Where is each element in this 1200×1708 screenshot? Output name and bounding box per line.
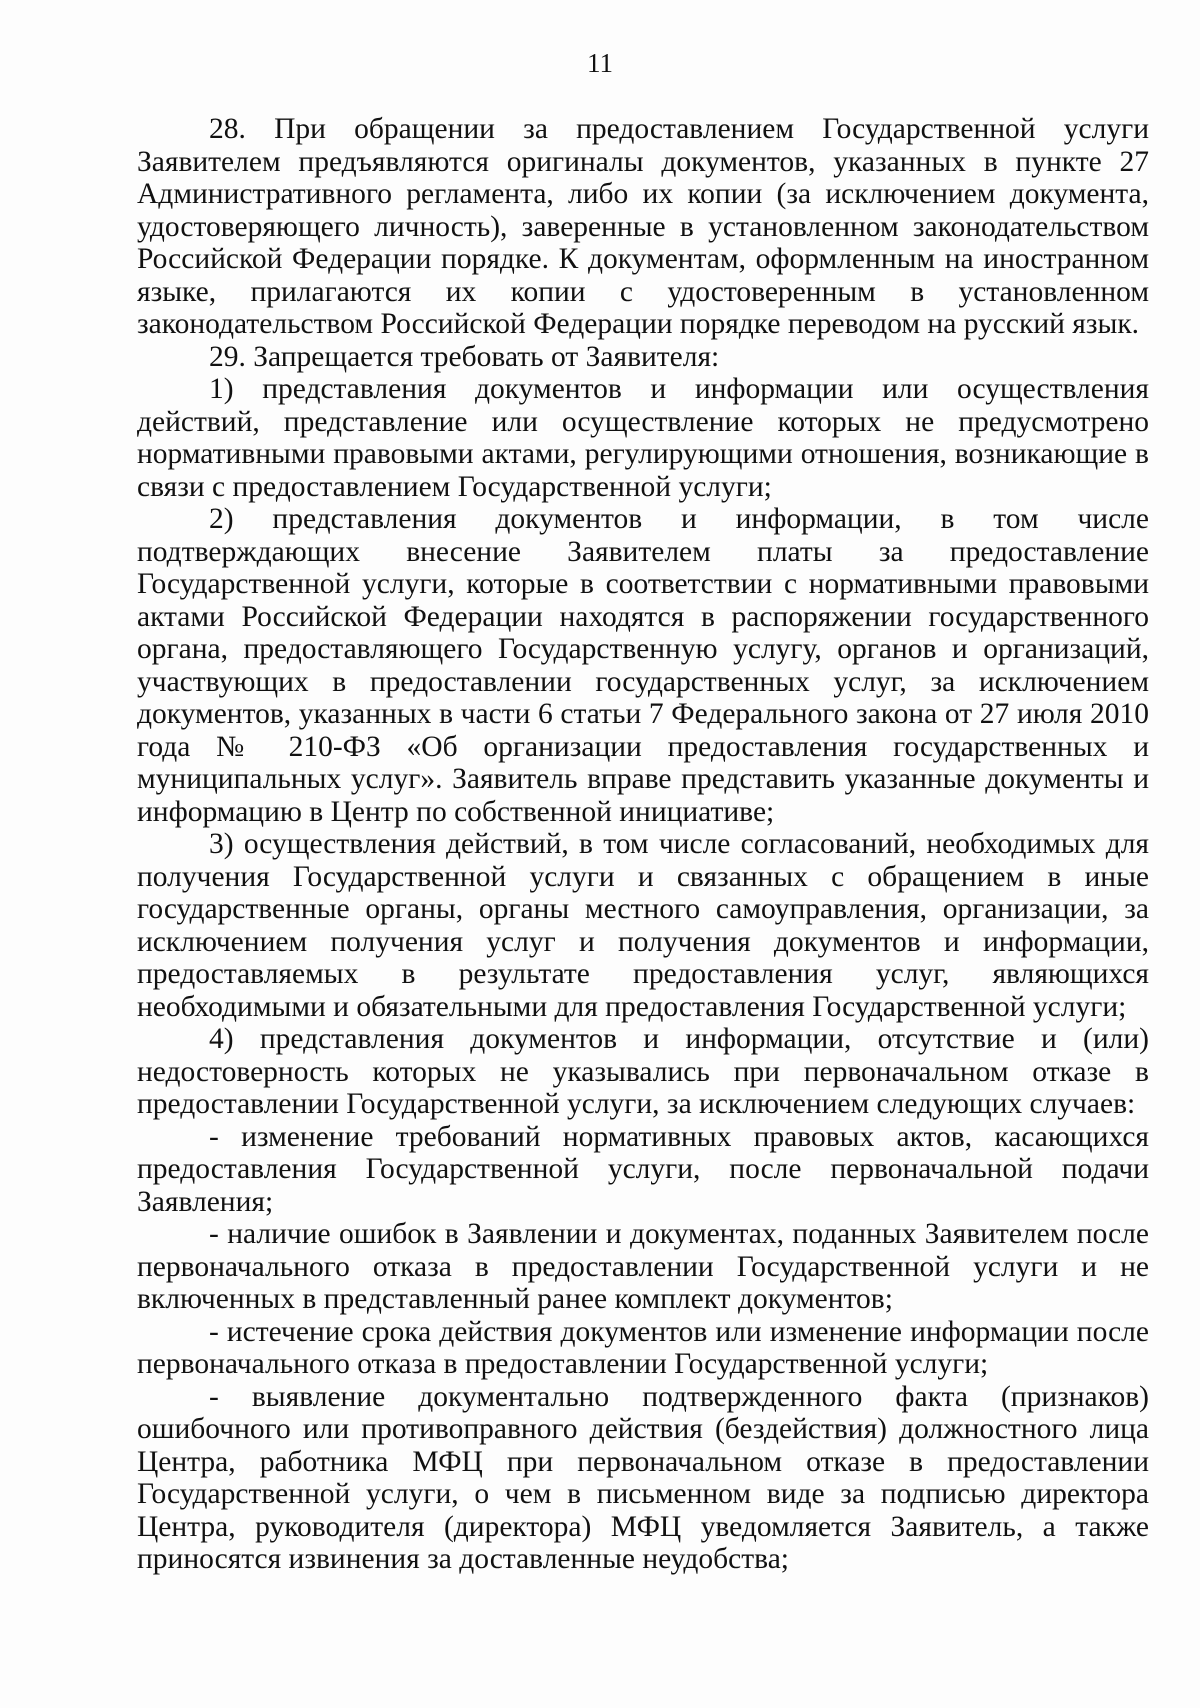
dash-item-requirements-change: - изменение требований нормативных правовых актов, касающихся предоставления Государственной услуги, после первоначальной подачи Заявления;	[137, 1120, 1149, 1218]
dash-item-errors-in-application: - наличие ошибок в Заявлении и документах, поданных Заявителем после первоначального отказа в предоставлении Государственной услуги и не включенных в представленный ранее комплект документов;	[137, 1218, 1149, 1315]
list-item-3: 3) осуществления действий, в том числе согласований, необходимых для получения Государственной услуги и связанных с обращением в иные государственные органы, органы местного самоуправления, организации, за исключением получения услуг и получения документов и информации, предоставляемых в результате предоставления услуг, являющихся необходимыми и обязательными для предоставления Государственной услуги;	[137, 828, 1149, 1023]
dash-item-document-expiry: - истечение срока действия документов или изменение информации после первоначального отказа в предоставлении Государственной услуги;	[137, 1315, 1149, 1380]
list-item-2: 2) представления документов и информации, в том числе подтверждающих внесение Заявителем платы за предоставление Государственной услуги, которые в соответствии с нормативными правовыми актами Российской Федерации находятся в распоряжении государственного органа, предоставляющего Государственную услугу, органов и организаций, участвующих в предоставлении государственных услуг, за исключением документов, указанных в части 6 статьи 7 Федерального закона от 27 июля 2010 года № 210-ФЗ «Об организации предоставления государственных и муниципальных услуг». Заявитель вправе представить указанные документы и информацию в Центр по собственной инициативе;	[137, 503, 1149, 828]
paragraph-28: 28. При обращении за предоставлением Государственной услуги Заявителем предъявляются оригиналы документов, указанных в пункте 27 Административного регламента, либо их копии (за исключением документа, удостоверяющего личность), заверенные в установленном законодательством Российской Федерации порядке. К документам, оформленным на иностранном языке, прилагаются их копии с удостоверенным в установленном законодательством Российской Федерации порядке переводом на русский язык.	[137, 113, 1149, 340]
dash-item-unlawful-action: - выявление документально подтвержденного факта (признаков) ошибочного или противоправного действия (бездействия) должностного лица Центра, работника МФЦ при первоначальном отказе в предоставлении Государственной услуги, о чем в письменном виде за подписью директора Центра, руководителя (директора) МФЦ уведомляется Заявитель, а также приносятся извинения за доставленные неудобства;	[137, 1380, 1149, 1575]
page-number: 11	[587, 48, 613, 78]
paragraph-29: 29. Запрещается требовать от Заявителя:	[209, 340, 720, 373]
document-body	[137, 113, 1149, 1576]
list-item-1: 1) представления документов и информации или осуществления действий, представление или осуществление которых не предусмотрено нормативными правовыми актами, регулирующими отношения, возникающие в связи с предоставлением Государственной услуги;	[137, 373, 1149, 503]
list-item-4: 4) представления документов и информации, отсутствие и (или) недостоверность которых не указывались при первоначальном отказе в предоставлении Государственной услуги, за исключением следующих случаев:	[137, 1023, 1149, 1120]
